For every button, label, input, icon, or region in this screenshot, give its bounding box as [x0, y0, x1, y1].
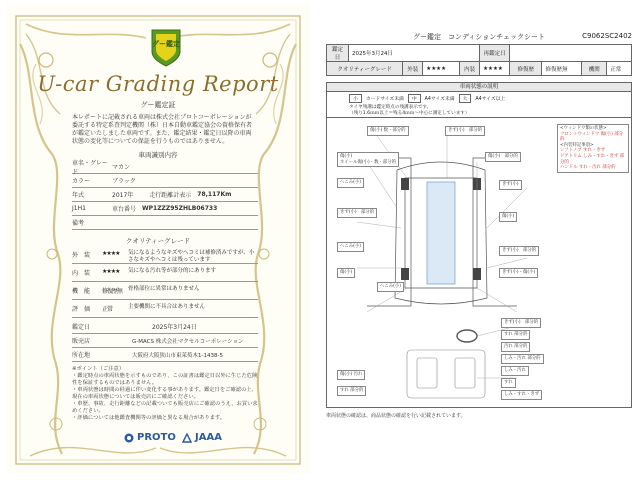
grade-label: 評 価 — [72, 306, 91, 313]
jaaa-mark-icon — [182, 433, 192, 443]
goo-appraisal-logo — [148, 28, 184, 68]
certificate-title: U-car Grading Report — [37, 72, 279, 96]
note-line: ・車両状態は時間の経過に伴い変化する事があります。鑑定日をご確認の上、現在の車両状態については販売店にご確認ください。 — [72, 387, 257, 400]
value-name-grade: マカン — [112, 164, 131, 171]
label-year: 年式 — [72, 192, 85, 199]
grade-description: 主要機関に不具合はありません — [128, 304, 206, 310]
sheet-footer-note: 車両状態の確認は、商品状態の確認を行い記載されています。 — [326, 413, 466, 419]
note-line: ・評価については他鑑査機関等の評価と異なる場合があります。 — [72, 415, 226, 421]
callout-rear-bumper: へこみ(小) — [377, 282, 404, 292]
proto-mark-icon — [124, 433, 134, 443]
callout-rear-right: きず(小) 部分的 — [499, 246, 539, 256]
notes-line: ハンドル すれ・汚れ 部分的 — [560, 165, 616, 171]
callout-extra: ホイール傷(小)・数・部分的 — [340, 159, 397, 165]
value-color: ブラック — [112, 178, 136, 185]
label-name-grade: 車名・グレード — [72, 159, 109, 176]
label-address: 所在地 — [72, 352, 91, 359]
value-appraisal-date: 2025年3月24日 — [349, 45, 480, 62]
value-interior: ★★★★ — [480, 62, 510, 76]
value-address: 大阪府大阪狭山市東茱萸木1-1438-5 — [132, 352, 223, 359]
grade-row-function — [72, 284, 258, 300]
grade-label: 機 能 — [72, 288, 91, 295]
row-appraisal-date — [72, 320, 258, 334]
interior-callout: 傷(小) 汚れ — [337, 370, 365, 380]
value-dealer: G-MACS 株式会社マクセルコーポレーション — [132, 338, 244, 345]
grade-description: 気になるようなキズやヘコミは補修済みですが、小さなキズやヘコミは残っています — [128, 250, 255, 263]
value-chassis: WP1ZZZ95ZHLB06733 — [142, 205, 218, 212]
grade-stars: 正常 — [102, 306, 113, 313]
callout-front-right: きず(小) 部分的 — [445, 126, 485, 136]
grade-stars: ★★★★ — [102, 250, 120, 257]
note-line: ※ポイント（ご注意） — [72, 366, 125, 372]
interior-callout: すれ — [501, 378, 516, 388]
row-remarks — [72, 216, 258, 230]
label-color: カラー — [72, 178, 91, 185]
grade-description: 骨格部位に異常はありません — [128, 286, 200, 292]
value-mileage: 78,117Km — [197, 191, 232, 198]
label-mileage: 走行距離計表示 — [149, 192, 192, 199]
grading-certificate — [6, 4, 310, 474]
grade-stars: ★★★★ — [102, 268, 120, 275]
label-appraisal-date: 鑑定日 — [327, 45, 349, 62]
value-reinspect-date — [510, 45, 632, 62]
callout-front-left: 傷(小) 数・部分的 — [367, 126, 409, 136]
proto-logo — [124, 432, 176, 443]
legend-note-1: タイヤ残溝は鑑定時点の残溝表示です。 — [349, 105, 432, 110]
vehicle-damage-diagram — [326, 118, 632, 408]
damage-size-legend — [326, 92, 632, 118]
jaaa-logo-text: JAAA — [195, 432, 222, 443]
condition-check-sheet — [318, 0, 640, 480]
special-notes-list — [557, 124, 629, 173]
legend-large: 大 — [459, 94, 472, 103]
legend-small: 小 — [349, 94, 362, 103]
interior-outline — [407, 350, 485, 398]
interior-callout: しみ・汚れ — [501, 366, 529, 376]
notes-line: ドアトリム しみ・すれ・きず 部分的 — [560, 153, 625, 165]
grade-row-exterior — [72, 248, 258, 264]
value-engine: 正常 — [607, 62, 632, 76]
certificate-notes — [72, 366, 258, 422]
row-color — [72, 174, 258, 188]
note-line: ・車歴、事故、走行距離などの記載ついても販売店にご確認のうえ、お買い求めください。 — [72, 401, 258, 414]
interior-callout: 汚れ 部分的 — [501, 342, 530, 352]
value-appraisal-date: 2025年3月24日 — [152, 324, 197, 331]
label-engine: 機関 — [582, 62, 607, 76]
label-dealer: 販売店 — [72, 338, 91, 345]
note-line: ・鑑定時点の車両状態を示すものであり、この証書は鑑定日以外に生じた危険性を保証するものではありません。 — [72, 373, 258, 386]
label-appraisal-date: 鑑定日 — [72, 324, 91, 331]
certificate-subtitle: グー鑑定証 — [140, 101, 176, 109]
certificate-intro: 本レポートに記載される車両は株式会社プロトコーポレーションが委託する特定系査判定機関（株）日本自動車鑑定協会の資格保有者が鑑定いたしました車両です。また、鑑定結果・鑑定日以降の車両状態の変化等についての保証を行うものではありません。 — [72, 114, 253, 145]
steering-wheel-icon — [457, 330, 477, 342]
sheet-header-table — [326, 44, 632, 76]
label-quality-grade: クオリティーグレード — [327, 62, 403, 76]
row-year-mileage — [72, 188, 258, 202]
legend-mid: 中 — [408, 94, 421, 103]
callout-door-right-front: きず(小) — [499, 180, 522, 190]
legend-note-2: （残り1.6ｍｍ以上＝残る4ｍｍ～中心に測定しています） — [349, 111, 470, 116]
grade-row-interior — [72, 266, 258, 282]
value-exterior: ★★★★ — [423, 62, 460, 76]
grade-label: 内 装 — [72, 270, 91, 277]
label-interior: 内装 — [460, 62, 480, 76]
value-model: J1H1 — [72, 205, 86, 212]
label-chassis: 車台番号 — [112, 206, 137, 213]
callout-rear-left: へこみ(小) — [337, 242, 364, 252]
callout-fender-right: 傷(小) 部分的 — [485, 152, 521, 162]
callout-door-left-rear: きず(小) 部分的 — [337, 208, 377, 218]
label-repair-history: 修復歴 — [510, 62, 542, 76]
label-reinspect-date: 再鑑定日 — [480, 45, 510, 62]
grade-stars: 修復歴無 — [102, 288, 123, 295]
condition-section-header: 車両状態の説明 — [326, 82, 632, 92]
sheet-code: C9062SC2402 — [582, 32, 632, 40]
callout-door-right-rear: 傷(小) — [499, 212, 517, 222]
svg-text:グー鑑定: グー鑑定 — [152, 40, 180, 48]
jaaa-logo — [182, 432, 222, 443]
notes-line: フロントウィンドウ 傷(小) 部分的 — [560, 131, 624, 143]
grade-description: 気になる汚れ等が部分的にあります — [128, 268, 217, 274]
proto-logo-text: PROTO — [137, 432, 176, 443]
callout-text: 傷(小) — [340, 154, 353, 159]
interior-callout: すれ 部分的 — [337, 386, 366, 396]
interior-callout: しみ・すれ・きず — [501, 390, 542, 400]
value-repair-history: 修復歴無 — [542, 62, 582, 76]
quality-section-title: クオリティーグレード — [125, 237, 191, 245]
value-year: 2017年 — [112, 192, 134, 199]
label-exterior: 外装 — [403, 62, 423, 76]
vehicle-section-title: 車両識別内容 — [138, 151, 178, 159]
notes-line: <内装特記事項> — [560, 142, 594, 148]
legend-large-desc: A4サイズ以上 — [475, 96, 506, 102]
legend-small-desc: カードサイズ未満 — [365, 96, 404, 102]
grade-row-evaluation — [72, 302, 258, 318]
grade-label: 外 装 — [72, 252, 91, 259]
interior-callout: しみ・汚れ 部分的 — [501, 354, 544, 364]
callout-rear-bumper-left: 傷(小) — [337, 268, 355, 278]
notes-line: <ウィンドウ類の状態> — [560, 126, 607, 131]
sheet-title: グー鑑定 コンディションチェックシート — [412, 33, 546, 41]
callout-rear-bumper-right: きず(小)・傷(小) — [499, 268, 538, 278]
label-remarks: 備考 — [72, 220, 85, 227]
row-dealer — [72, 334, 258, 348]
callout-fender-left — [337, 152, 399, 167]
interior-callout: きず(小) 部分的 — [501, 318, 541, 328]
interior-callout: すれ 部分的 — [501, 330, 530, 340]
row-address — [72, 348, 258, 362]
legend-row — [327, 92, 631, 104]
row-name-grade — [72, 160, 258, 174]
row-model-chassis — [72, 202, 258, 216]
callout-door-left-front: へこみ(小) — [337, 178, 364, 188]
legend-mid-desc: A4サイズ未満 — [424, 96, 455, 102]
notes-line: シフトノブ すれ・きず — [560, 148, 606, 154]
